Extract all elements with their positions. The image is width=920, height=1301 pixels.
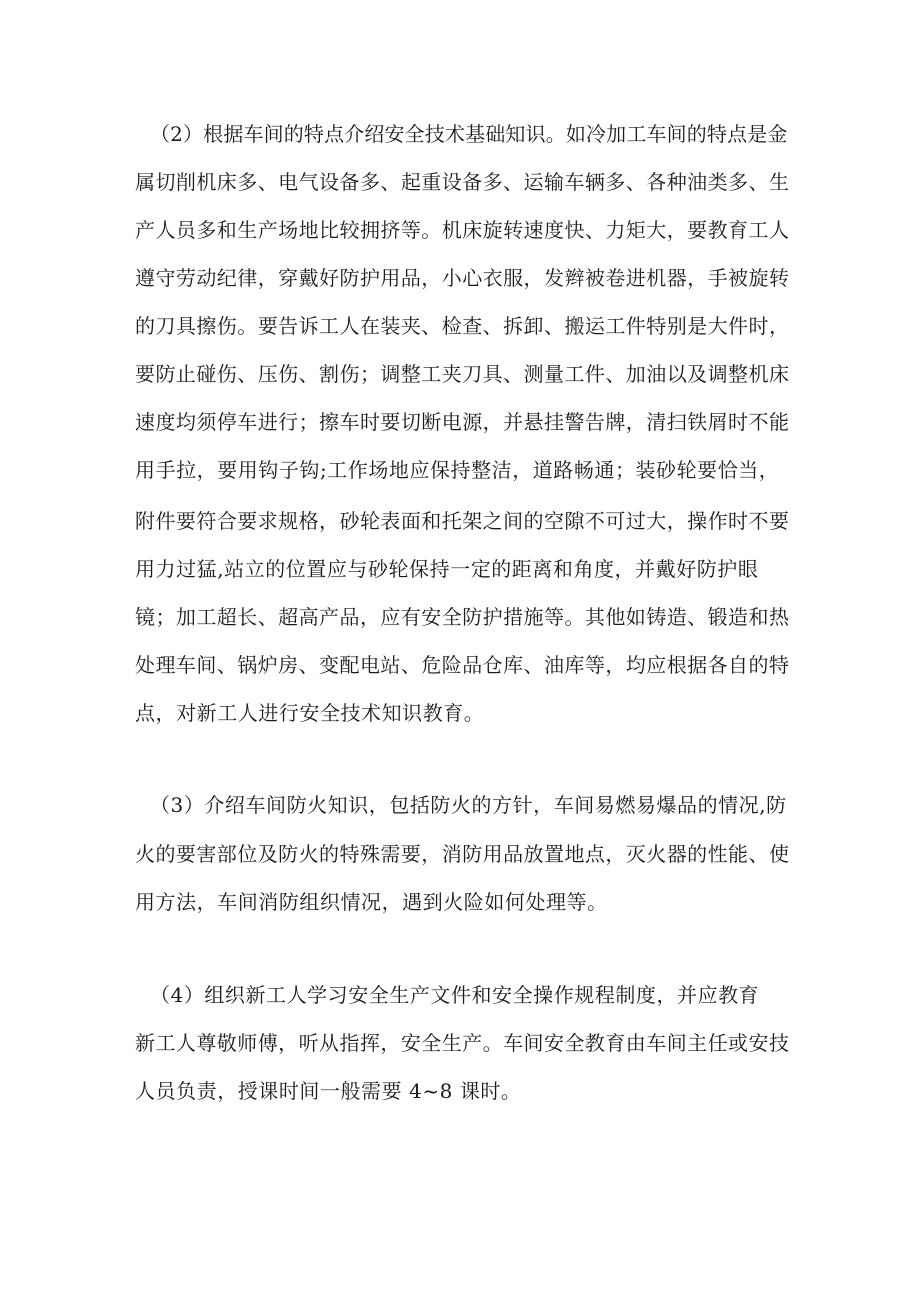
- text-line: 处理车间、锅炉房、变配电站、危险品仓库、油库等，均应根据各自的特: [135, 653, 790, 677]
- text-line: （2）根据车间的特点介绍安全技术基础知识。如冷加工车间的特点是金: [150, 122, 788, 146]
- text-line: （4）组织新工人学习安全生产文件和安全操作规程制度，并应教育: [150, 983, 760, 1007]
- text-line: 点，对新工人进行安全技术知识教育。: [135, 701, 485, 725]
- text-line: 用力过猛,站立的位置应与砂轮保持一定的距离和角度，并戴好防护眼: [135, 557, 759, 581]
- text-line: 速度均须停车进行；擦车时要切断电源，并悬挂警告牌，清扫铁屑时不能: [135, 410, 790, 434]
- text-line: 附件要符合要求规格，砂轮表面和托架之间的空隙不可过大，操作时不要: [135, 509, 790, 533]
- text-line: 火的要害部位及防火的特殊需要，消防用品放置地点，灭火器的性能、使: [135, 842, 790, 866]
- text-line: 用手拉，要用钩子钩;工作场地应保持整洁，道路畅通；装砂轮要恰当，: [135, 458, 780, 482]
- text-line: 人员负责，授课时间一般需要 4~8 课时。: [135, 1079, 522, 1103]
- text-line: 新工人尊敬师傅，听从指挥，安全生产。车间安全教育由车间主任或安技: [135, 1031, 790, 1055]
- text-line: 用方法，车间消防组织情况，遇到火险如何处理等。: [135, 890, 608, 914]
- text-line: 镜；加工超长、超高产品，应有安全防护措施等。其他如铸造、锻造和热: [135, 605, 790, 629]
- text-line: 属切削机床多、电气设备多、起重设备多、运输车辆多、各种油类多、生: [135, 170, 790, 194]
- text-line: 遵守劳动纪律，穿戴好防护用品，小心衣服，发辫被卷进机器，手被旋转: [135, 266, 790, 290]
- text-line: 产人员多和生产场地比较拥挤等。机床旋转速度快、力矩大，要教育工人: [135, 218, 790, 242]
- text-line: 要防止碰伤、压伤、割伤；调整工夹刀具、测量工件、加油以及调整机床: [135, 362, 790, 386]
- text-line: 的刀具擦伤。要告诉工人在装夹、检查、拆卸、搬运工件特别是大件时，: [135, 314, 790, 338]
- text-line: （3）介绍车间防火知识，包括防火的方针，车间易燃易爆品的情况,防: [150, 793, 787, 817]
